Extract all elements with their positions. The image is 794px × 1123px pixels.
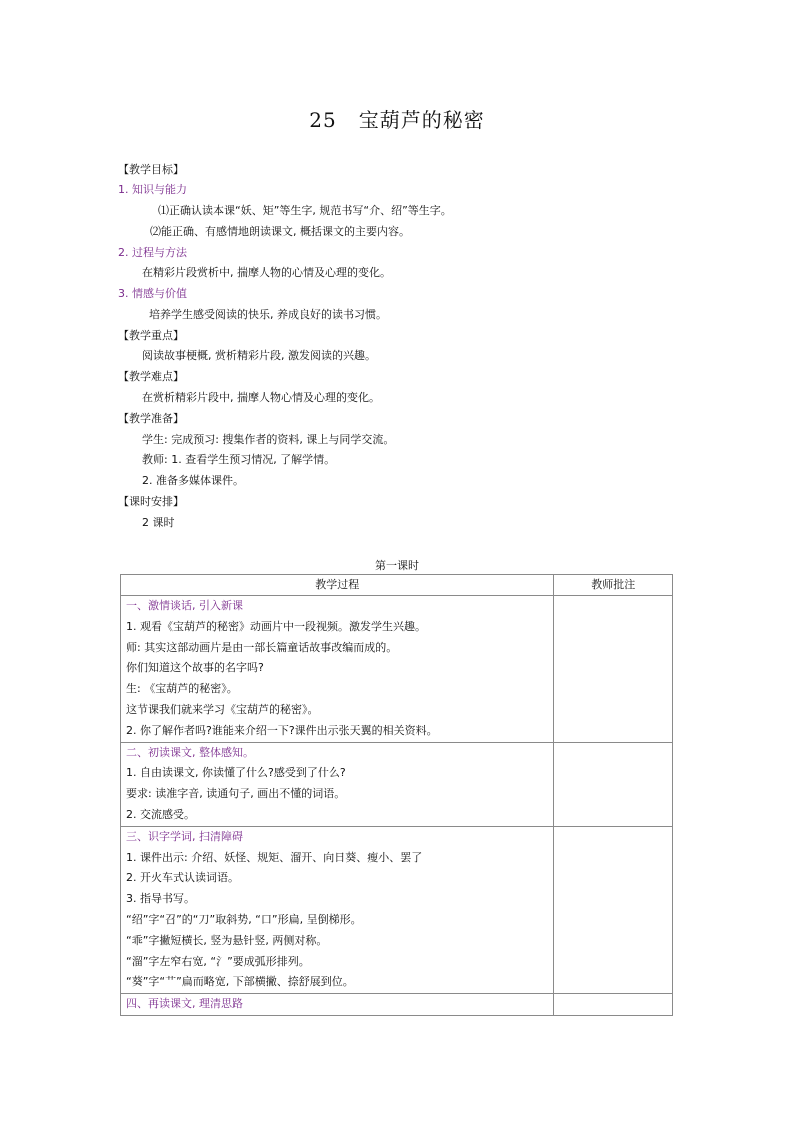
section-line: 1. 自由读课文, 你读懂了什么?感受到了什么? xyxy=(126,766,346,780)
section-heading: 四、再读课文, 理清思路 xyxy=(126,997,243,1011)
table-row xyxy=(121,742,673,826)
objectives-heading: 【教学目标】 xyxy=(118,163,184,176)
knowledge-item-1: ⑴正确认读本课“妖、矩”等生字, 规范书写“介、绍”等生字。 xyxy=(158,204,452,217)
emotion-value-text: 培养学生感受阅读的快乐, 养成良好的读书习惯。 xyxy=(149,308,387,321)
session-title: 第一课时 xyxy=(375,559,419,572)
notes-cell[interactable] xyxy=(554,596,673,743)
section-line: 2. 交流感受。 xyxy=(126,807,195,821)
section-line: 2. 你了解作者吗?谁能来介绍一下?课件出示张天翼的相关资料。 xyxy=(126,723,438,737)
table-header-row xyxy=(121,575,673,596)
process-cell xyxy=(121,742,554,826)
emotion-value-title: 3. 情感与价值 xyxy=(118,287,187,300)
teacher-notes-header: 教师批注 xyxy=(554,575,673,596)
section-line: 这节课我们就来学习《宝葫芦的秘密》。 xyxy=(126,702,319,716)
section-heading: 二、初读课文, 整体感知。 xyxy=(126,745,254,759)
lesson-plan-table xyxy=(120,574,673,1016)
section-line: “乖”字撇短横长, 竖为悬针竖, 两侧对称。 xyxy=(126,933,328,947)
section-line: 要求: 读准字音, 读通句子, 画出不懂的词语。 xyxy=(126,787,346,801)
section-line: “绍”字“召”的“刀”取斜势, “口”形扁, 呈倒梯形。 xyxy=(126,912,362,926)
section-line: “葵”字“艹”扁而略宽, 下部横撇、捺舒展到位。 xyxy=(126,975,354,989)
knowledge-item-2: ⑵能正确、有感情地朗读课文, 概括课文的主要内容。 xyxy=(150,225,410,238)
process-cell xyxy=(121,994,554,1016)
key-points-text: 阅读故事梗概, 赏析精彩片段, 激发阅读的兴趣。 xyxy=(142,349,376,362)
difficulties-text: 在赏析精彩片段中, 揣摩人物心情及心理的变化。 xyxy=(142,391,380,404)
key-points-heading: 【教学重点】 xyxy=(118,329,184,342)
lesson-number: 25 xyxy=(309,108,337,132)
preparation-teacher-2: 2. 准备多媒体课件。 xyxy=(142,474,244,487)
process-cell xyxy=(121,596,554,743)
section-line: 2. 开火车式认读词语。 xyxy=(126,871,239,885)
process-method-text: 在精彩片段赏析中, 揣摩人物的心情及心理的变化。 xyxy=(142,266,391,279)
section-line: 你们知道这个故事的名字吗? xyxy=(126,661,264,675)
section-line: 生: 《宝葫芦的秘密》。 xyxy=(126,682,238,696)
lesson-title: 宝葫芦的秘密 xyxy=(358,108,485,132)
notes-cell[interactable] xyxy=(554,994,673,1016)
difficulties-heading: 【教学难点】 xyxy=(118,370,184,383)
page-title xyxy=(0,104,794,133)
schedule-text: 2 课时 xyxy=(142,516,175,529)
teaching-process-header: 教学过程 xyxy=(121,575,554,596)
section-line: 师: 其实这部动画片是由一部长篇童话故事改编而成的。 xyxy=(126,640,398,654)
section-heading: 一、激情谈话, 引入新课 xyxy=(126,599,243,612)
table-row xyxy=(121,596,673,743)
section-line: 1. 观看《宝葫芦的秘密》动画片中一段视频。激发学生兴趣。 xyxy=(126,619,426,633)
section-line: 3. 指导书写。 xyxy=(126,892,195,906)
preparation-teacher-1: 教师: 1. 查看学生预习情况, 了解学情。 xyxy=(142,453,336,466)
knowledge-ability-title: 1. 知识与能力 xyxy=(118,183,187,196)
preparation-student: 学生: 完成预习: 搜集作者的资料, 课上与同学交流。 xyxy=(142,433,395,446)
section-heading: 三、识字学词, 扫清障碍 xyxy=(126,829,243,843)
section-line: “溜”字左窄右宽, “氵”要成弧形排列。 xyxy=(126,954,310,968)
notes-cell[interactable] xyxy=(554,826,673,993)
table-row xyxy=(121,826,673,993)
preparation-heading: 【教学准备】 xyxy=(118,412,184,425)
notes-cell[interactable] xyxy=(554,742,673,826)
process-method-title: 2. 过程与方法 xyxy=(118,246,187,259)
schedule-heading: 【课时安排】 xyxy=(118,495,184,508)
section-line: 1. 课件出示: 介绍、妖怪、规矩、溜开、向日葵、瘦小、罢了 xyxy=(126,850,423,864)
table-row xyxy=(121,994,673,1016)
process-cell xyxy=(121,826,554,993)
